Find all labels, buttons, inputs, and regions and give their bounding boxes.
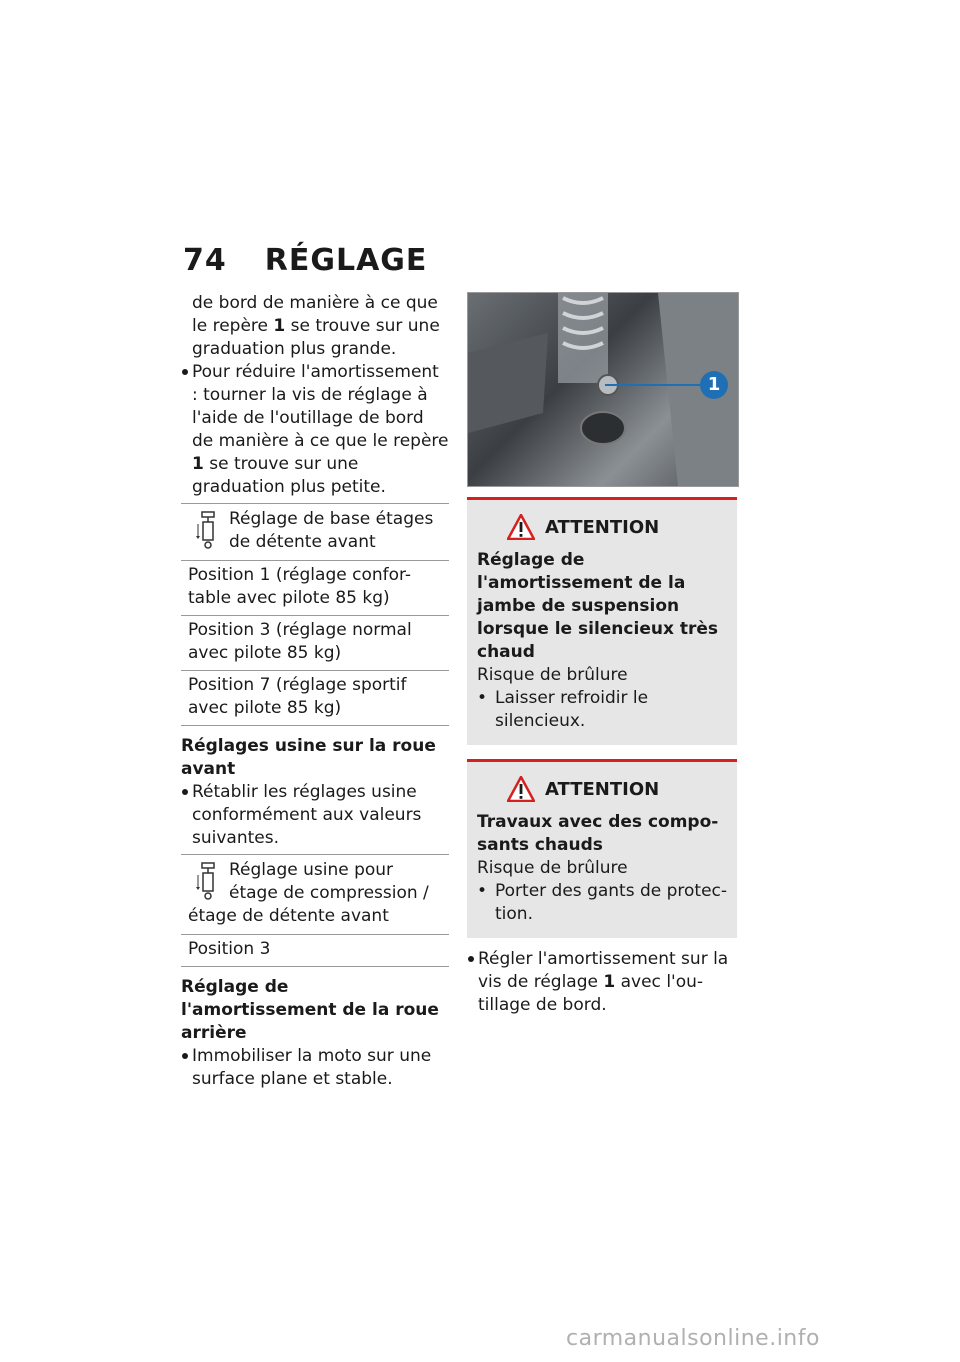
table-row: Position 3 (réglage normal avec pilote 85 kg) [181,615,449,670]
warning-label: ATTENTION [545,778,660,800]
right-column [467,292,737,1017]
warning-title: Réglage de l'amortissement de la jambe de suspension lorsque le silencieux très chaud [477,550,718,662]
warning-risk: Risque de brûlure [477,858,628,878]
reference-marker: 1 [603,972,616,992]
shock-absorber-icon [195,861,221,901]
table-row: Position 1 (réglage confor-table avec pilote 85 kg) [181,560,449,615]
table-row: Position 7 (réglage sportif avec pilote 85 kg) [181,670,449,726]
warning-triangle-icon [507,514,535,540]
table-row: Position 3 [181,934,449,967]
bullet-item: Pour réduire l'amortissement : tourner la vis de réglage à l'aide de l'outillage de bord de manière à ce que le repère 1 se trouve sur une graduation plus petite. [181,361,449,499]
bullet-item: Immobiliser la moto sur une surface plane et stable. [181,1045,449,1091]
warning-label: ATTENTION [545,516,660,538]
warning-box [467,759,737,938]
warning-title: Travaux avec des compo-sants chauds [477,812,719,855]
callout-line [605,384,701,386]
photo-detail [468,293,738,486]
paragraph: de bord de manière à ce que le repère 1 se trouve sur une graduation plus grande. [192,293,440,359]
suspension-photo [467,292,739,487]
bullet-item: Rétablir les réglages usine conformément aux valeurs suivantes. [181,781,449,850]
table-header: Réglage usine pour étage de compression / étage de détente avant [188,860,429,926]
watermark: carmanualsonline.info [566,1326,820,1351]
left-column [181,292,449,1091]
warning-box [467,497,737,745]
table-header: Réglage de base étages de détente avant [181,504,449,560]
warning-triangle-icon [507,776,535,802]
warning-header [477,776,729,802]
settings-table-factory [181,854,449,967]
section-heading: Réglages usine sur la roue avant [181,736,436,779]
shock-absorber-icon [195,510,221,550]
reference-marker: 1 [192,454,204,474]
callout-marker: 1 [700,371,728,399]
warning-risk: Risque de brûlure [477,665,628,685]
chapter-title: RÉGLAGE [264,243,428,278]
page-number: 74 [183,243,227,278]
settings-table-rebound [181,503,449,726]
warning-header [477,514,729,540]
warning-action: • Porter des gants de protec-tion. [477,880,729,926]
reference-marker: 1 [273,316,286,336]
bullet-item: Régler l'amortissement sur la vis de réglage 1 avec l'ou-tillage de bord. [467,948,737,1017]
section-heading: Réglage de l'amortissement de la roue arrière [181,977,439,1043]
warning-action: • Laisser refroidir le silencieux. [477,687,729,733]
page-header [183,243,427,278]
